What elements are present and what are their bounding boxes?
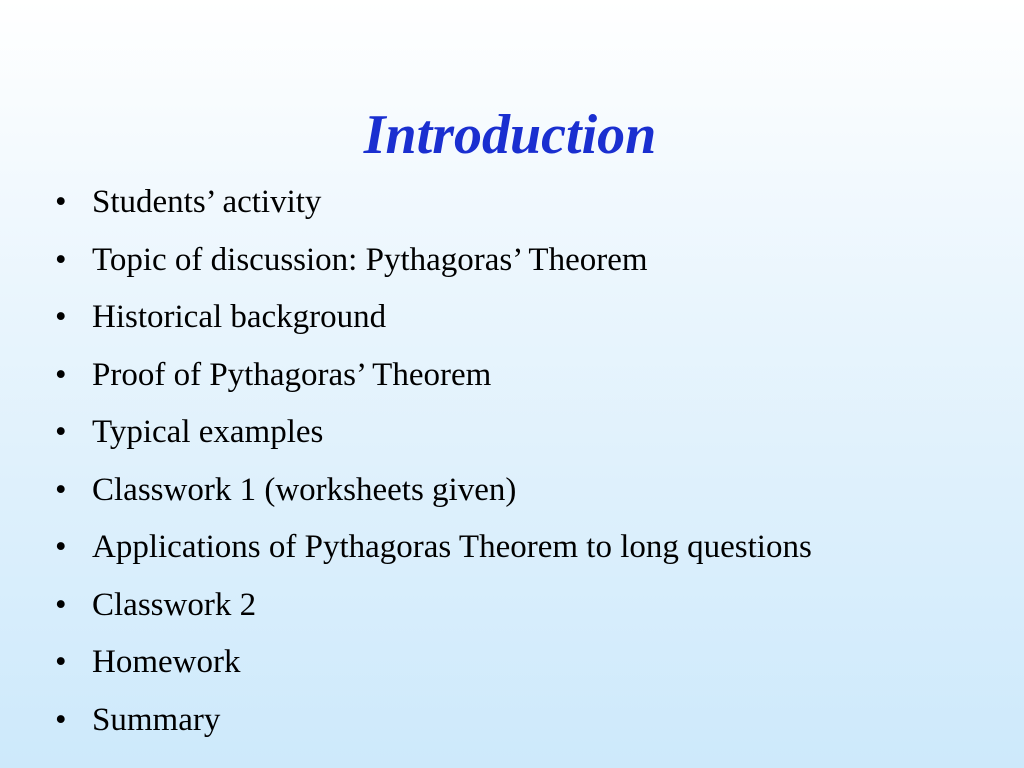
bullet-icon: • <box>55 356 67 393</box>
bullet-icon: • <box>55 184 67 220</box>
bullet-text: Classwork 2 <box>92 586 257 623</box>
bullet-text: Topic of discussion: Pythagoras’ Theorem <box>92 241 648 278</box>
bullet-icon: • <box>55 529 67 565</box>
bullet-item <box>55 174 812 232</box>
bullet-text: Historical background <box>92 299 387 335</box>
bullet-list <box>55 174 812 749</box>
bullet-icon: • <box>55 701 67 738</box>
bullet-item <box>55 634 812 692</box>
bullet-icon: • <box>55 414 67 450</box>
bullet-text: Classwork 1 (worksheets given) <box>92 471 517 508</box>
bullet-item <box>55 232 812 290</box>
bullet-item <box>55 577 812 635</box>
bullet-icon: • <box>55 586 67 623</box>
bullet-text: Homework <box>92 644 241 680</box>
bullet-item <box>55 404 812 462</box>
bullet-icon: • <box>55 644 67 680</box>
bullet-item <box>55 347 812 405</box>
bullet-text: Students’ activity <box>92 184 322 220</box>
bullet-text: Summary <box>92 701 221 738</box>
slide-title: Introduction <box>363 104 657 166</box>
bullet-icon: • <box>55 241 67 278</box>
bullet-item <box>55 289 812 347</box>
bullet-item <box>55 462 812 520</box>
bullet-text: Applications of Pythagoras Theorem to long questions <box>92 529 812 565</box>
bullet-icon: • <box>55 299 67 335</box>
bullet-text: Proof of Pythagoras’ Theorem <box>92 356 492 393</box>
bullet-item <box>55 519 812 577</box>
bullet-icon: • <box>55 471 67 508</box>
bullet-text: Typical examples <box>92 414 324 450</box>
bullet-item <box>55 692 812 750</box>
